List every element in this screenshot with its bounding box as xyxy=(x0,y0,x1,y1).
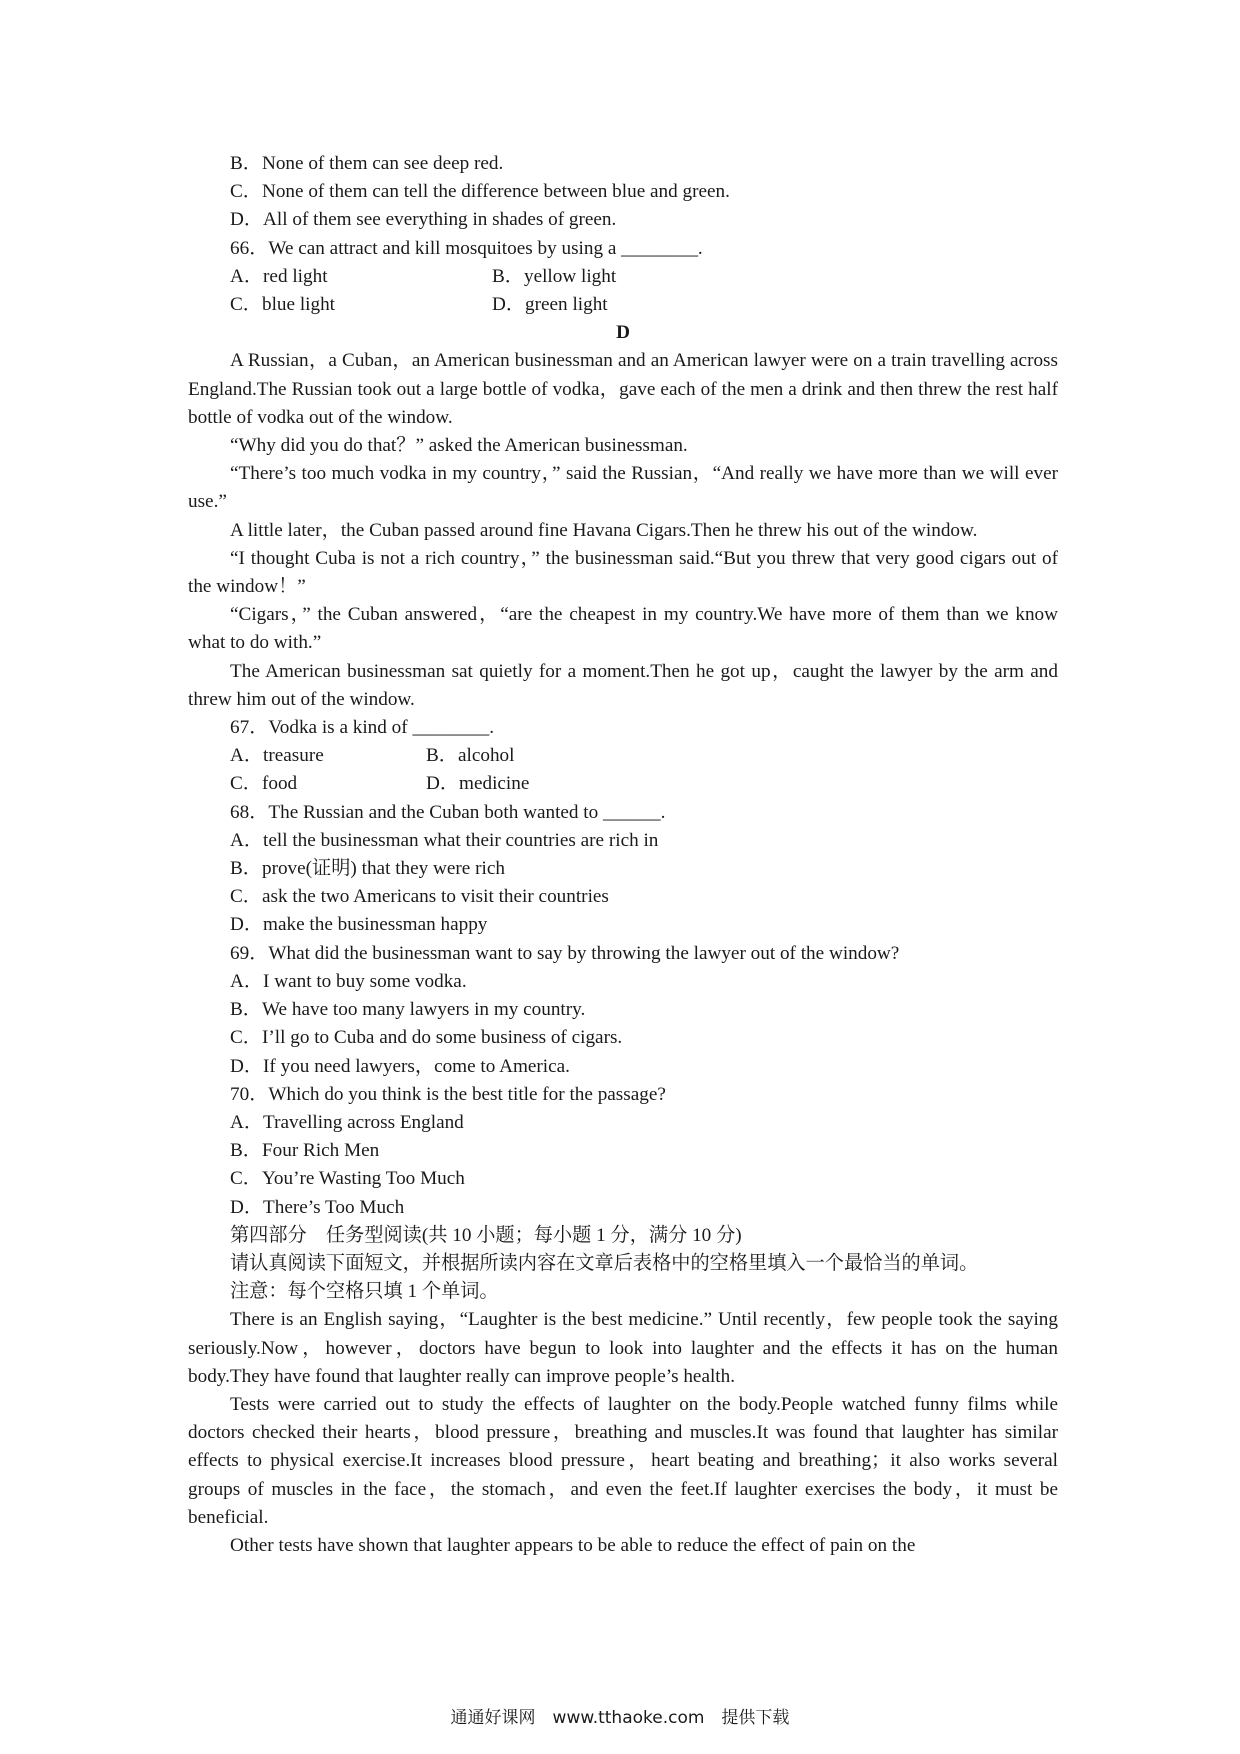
q68-option-b: B．prove(证明) that they were rich xyxy=(230,858,505,880)
q69-stem: 69．What did the businessman want to say by throwing the lawyer out of the window? xyxy=(230,942,900,964)
q69-option-d: D．If you need lawyers，come to America. xyxy=(230,1055,570,1077)
passage-d-paragraph-2: “Why did you do that？” asked the American businessman. xyxy=(230,435,688,457)
q70-option-b: B．Four Rich Men xyxy=(230,1140,380,1162)
q70-option-a: A．Travelling across England xyxy=(230,1111,464,1133)
q69-option-c: C．I’ll go to Cuba and do some business of cigars. xyxy=(230,1027,623,1049)
q67-options-row1 xyxy=(188,742,1058,770)
q68-option-a: A．tell the businessman what their countries are rich in xyxy=(230,829,659,851)
q68-option-c: C．ask the two Americans to visit their countries xyxy=(230,886,609,908)
q66-option-b: B．yellow light xyxy=(492,265,617,287)
part4-note: 注意：每个空格只填 1 个单词。 xyxy=(230,1281,499,1303)
passage-d-title: D xyxy=(616,322,630,344)
passage-d-paragraph-6: “Cigars，” the Cuban answered，“are the cheapest in my country.We have more of them than we know what to do with.” xyxy=(188,604,1058,654)
q68-stem: 68．The Russian and the Cuban both wanted to ______. xyxy=(230,801,666,823)
page-footer: 通通好课网 www.tthaoke.com 提供下载 xyxy=(450,1708,790,1728)
part4-instruction: 请认真阅读下面短文，并根据所读内容在文章后表格中的空格里填入一个最恰当的单词。 xyxy=(230,1252,979,1274)
q69-option-b: B．We have too many lawyers in my country. xyxy=(230,999,586,1021)
q67-options-row2 xyxy=(188,770,1058,798)
q66-options-row1 xyxy=(188,263,1058,291)
q67-option-b: B．alcohol xyxy=(426,745,515,767)
part4-paragraph-2: Tests were carried out to study the effects of laughter on the body.People watched funny films while doctors checked their hearts，blood pressure，breathing and muscles.It was found that laughter has similar effects to physical exercise.It increases blood pressure，heart beating and breathing；it also works several groups of muscles in the face，the stomach，and even the feet.If laughter exercises the body，it must be beneficial. xyxy=(188,1393,1058,1528)
passage-d-paragraph-1: A Russian，a Cuban，an American businessman and an American lawyer were on a train travelling across England.The Russian took out a large bottle of vodka，gave each of the men a drink and then threw the rest half bottle of vodka out of the window. xyxy=(188,350,1058,428)
q65-option-b: B．None of them can see deep red. xyxy=(230,153,504,174)
q66-option-d: D．green light xyxy=(492,294,608,316)
q70-option-c: C．You’re Wasting Too Much xyxy=(230,1168,465,1190)
part4-heading: 第四部分 任务型阅读(共 10 小题；每小题 1 分，满分 10 分) xyxy=(230,1224,742,1246)
q69-option-a: A．I want to buy some vodka. xyxy=(230,970,467,992)
exam-page xyxy=(188,150,1058,1560)
q67-option-a: A．treasure xyxy=(230,745,324,767)
q65-option-d: D．All of them see everything in shades of green. xyxy=(230,209,617,231)
part4-paragraph-1: There is an English saying，“Laughter is the best medicine.” Until recently，few people took the saying seriously.Now，however，doctors have begun to look into laughter and the effects it has on the human body.They have found that laughter really can improve people’s health. xyxy=(188,1309,1058,1387)
passage-d-paragraph-5: “I thought Cuba is not a rich country，” the businessman said.“But you threw that very good cigars out of the window！” xyxy=(188,547,1058,598)
q67-stem: 67．Vodka is a kind of ________. xyxy=(230,717,494,739)
q66-options-row2 xyxy=(188,291,1058,319)
passage-d-paragraph-3: “There’s too much vodka in my country，” said the Russian，“And really we have more than we will ever use.” xyxy=(188,463,1058,513)
q67-option-d: D．medicine xyxy=(426,773,530,795)
q66-option-c: C．blue light xyxy=(230,294,335,316)
q70-option-d: D．There’s Too Much xyxy=(230,1196,405,1218)
q67-option-c: C．food xyxy=(230,773,298,795)
passage-d-paragraph-7: The American businessman sat quietly for a moment.Then he got up，caught the lawyer by the arm and threw him out of the window. xyxy=(188,660,1058,710)
q65-option-c: C．None of them can tell the difference between blue and green. xyxy=(230,181,730,203)
q66-stem: 66．We can attract and kill mosquitoes by using a ________. xyxy=(230,237,703,259)
part4-paragraph-3: Other tests have shown that laughter appears to be able to reduce the effect of pain on the xyxy=(230,1534,916,1556)
passage-d-paragraph-4: A little later，the Cuban passed around fine Havana Cigars.Then he threw his out of the window. xyxy=(230,519,978,541)
q70-stem: 70．Which do you think is the best title for the passage? xyxy=(230,1083,666,1105)
q66-option-a: A．red light xyxy=(230,265,328,287)
q68-option-d: D．make the businessman happy xyxy=(230,914,488,936)
